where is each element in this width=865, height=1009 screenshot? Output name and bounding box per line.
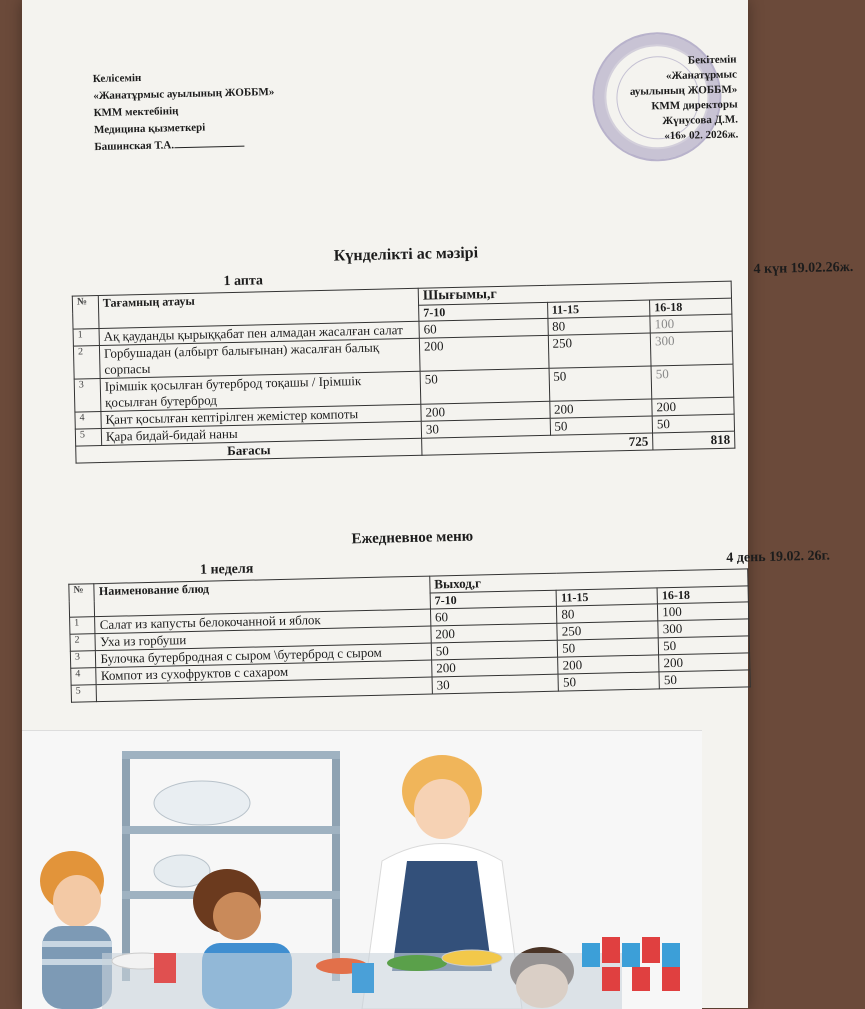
agreement-block — [93, 67, 276, 156]
portion-cell: 100 — [650, 314, 732, 333]
col-name-header: Наименование блюд — [94, 576, 430, 617]
portion-cell: 300 — [658, 619, 749, 638]
signature-line — [174, 136, 244, 149]
portion-cell: 50 — [558, 638, 659, 657]
portion-cell: 50 — [659, 670, 750, 689]
portion-cell: 50 — [549, 366, 652, 401]
portion-cell: 50 — [558, 672, 659, 691]
col-age-header: 7-10 — [430, 590, 557, 609]
row-num: 2 — [73, 346, 100, 380]
agreement-signer: Башинская Т.А. — [94, 135, 275, 156]
week-label: 1 апта — [223, 273, 264, 290]
portion-cell: 250 — [557, 621, 658, 640]
col-age-header: 16-18 — [650, 298, 732, 316]
portion-cell: 200 — [652, 397, 734, 416]
col-num-header: № — [72, 296, 99, 330]
row-num: 4 — [71, 668, 97, 686]
portion-cell: 30 — [432, 674, 559, 694]
portion-cell: 250 — [548, 333, 651, 368]
approval-line: «Жанатұрмыс — [665, 68, 738, 83]
portion-cell: 100 — [658, 602, 749, 621]
row-num: 2 — [70, 634, 96, 652]
col-output-header: Выход,г — [430, 569, 748, 593]
portion-cell: 50 — [420, 368, 549, 404]
row-num: 5 — [75, 428, 101, 446]
portion-cell: 50 — [651, 364, 734, 399]
approval-date: «16» 02. 2026ж. — [664, 128, 739, 143]
portion-cell: 60 — [419, 318, 548, 338]
total-value: 725 — [422, 433, 653, 455]
col-age-header: 16-18 — [657, 586, 748, 604]
portion-cell: 200 — [419, 335, 548, 371]
row-num: 4 — [75, 411, 101, 429]
approval-line: КММ директоры — [651, 98, 738, 113]
col-num-header: № — [69, 584, 95, 618]
menu-sheet — [55, 2, 854, 777]
child-figure — [40, 851, 112, 1009]
row-num: 3 — [70, 651, 96, 669]
agreement-line: «Жанатұрмыс ауылының ЖОББМ» — [93, 85, 275, 103]
dish-name: Салат из капусты белокочанной и яблок — [95, 609, 431, 634]
serving-counter — [102, 950, 622, 1009]
col-name-header: Тағамның атауы — [98, 288, 419, 328]
dish-name: Компот из сухофруктов с сахаром — [96, 660, 432, 685]
approval-line: Бекітемін — [687, 53, 737, 67]
total-value: 818 — [653, 431, 735, 450]
cafeteria-illustration — [22, 730, 702, 1009]
portion-cell: 200 — [659, 653, 750, 672]
approval-line: ауылының ЖОББМ» — [629, 83, 738, 98]
agreement-line: КММ мектебінің — [93, 105, 179, 120]
menu-title-kz: Күнделікті ас мәзірі — [333, 244, 479, 265]
portion-cell: 300 — [650, 331, 733, 366]
dish-name: Ақ қауданды қырыққабат пен алмадан жасалған салат — [99, 321, 419, 345]
row-num: 5 — [71, 685, 97, 703]
row-num: 1 — [73, 329, 99, 347]
portion-cell: 50 — [658, 636, 749, 655]
row-num: 1 — [70, 617, 96, 635]
portion-cell: 200 — [558, 655, 659, 674]
col-age-header: 11-15 — [556, 588, 657, 606]
menu-table-kz — [72, 281, 736, 464]
col-output-header: Шығымы,г — [418, 281, 731, 305]
portion-cell: 50 — [652, 414, 734, 433]
approval-block — [576, 52, 738, 146]
total-label: Бағасы — [76, 438, 422, 463]
agreement-line: Медицина қызметкері — [93, 121, 206, 137]
portion-cell: 50 — [550, 416, 653, 435]
dish-name: Қара бидай-бидай наны — [101, 421, 421, 445]
day-label: 4 күн 19.02.26ж. — [753, 259, 854, 278]
portion-cell: 80 — [557, 604, 658, 623]
agreement-line: Келісемін — [92, 71, 142, 86]
portion-cell: 50 — [431, 640, 558, 660]
dish-name: Қант қосылған кептірілген жемістер компоты — [101, 404, 421, 428]
dish-name: Горбушадан (албырт балығынан) жасалған балық сорпасы — [99, 338, 420, 378]
dish-name: Ірімшік қосылған бутерброд тоқашы / Ірімшік қосылған бутерброд — [100, 371, 421, 411]
menu-table-ru — [68, 568, 751, 702]
portion-cell: 200 — [421, 401, 550, 421]
col-age-header: 11-15 — [547, 300, 650, 318]
day-label: 4 день 19.02. 26г. — [726, 548, 831, 566]
week-label: 1 неделя — [199, 561, 254, 578]
cafeteria-scene — [22, 731, 702, 1009]
dish-name: Булочка бутербродная с сыром \бутерброд с сыром — [96, 643, 432, 668]
portion-cell: 200 — [432, 657, 559, 677]
portion-cell: 30 — [421, 418, 550, 438]
portion-cell: 200 — [549, 399, 652, 418]
col-age-header: 7-10 — [419, 302, 548, 321]
portion-cell: 200 — [431, 623, 558, 643]
row-num: 3 — [74, 379, 101, 413]
dish-name: Уха из горбуши — [95, 626, 431, 651]
menu-title-ru: Ежедневное меню — [351, 528, 474, 548]
portion-cell: 80 — [547, 316, 650, 335]
portion-cell: 60 — [430, 606, 557, 626]
approval-line: Жүнусова Д.М. — [662, 113, 739, 128]
